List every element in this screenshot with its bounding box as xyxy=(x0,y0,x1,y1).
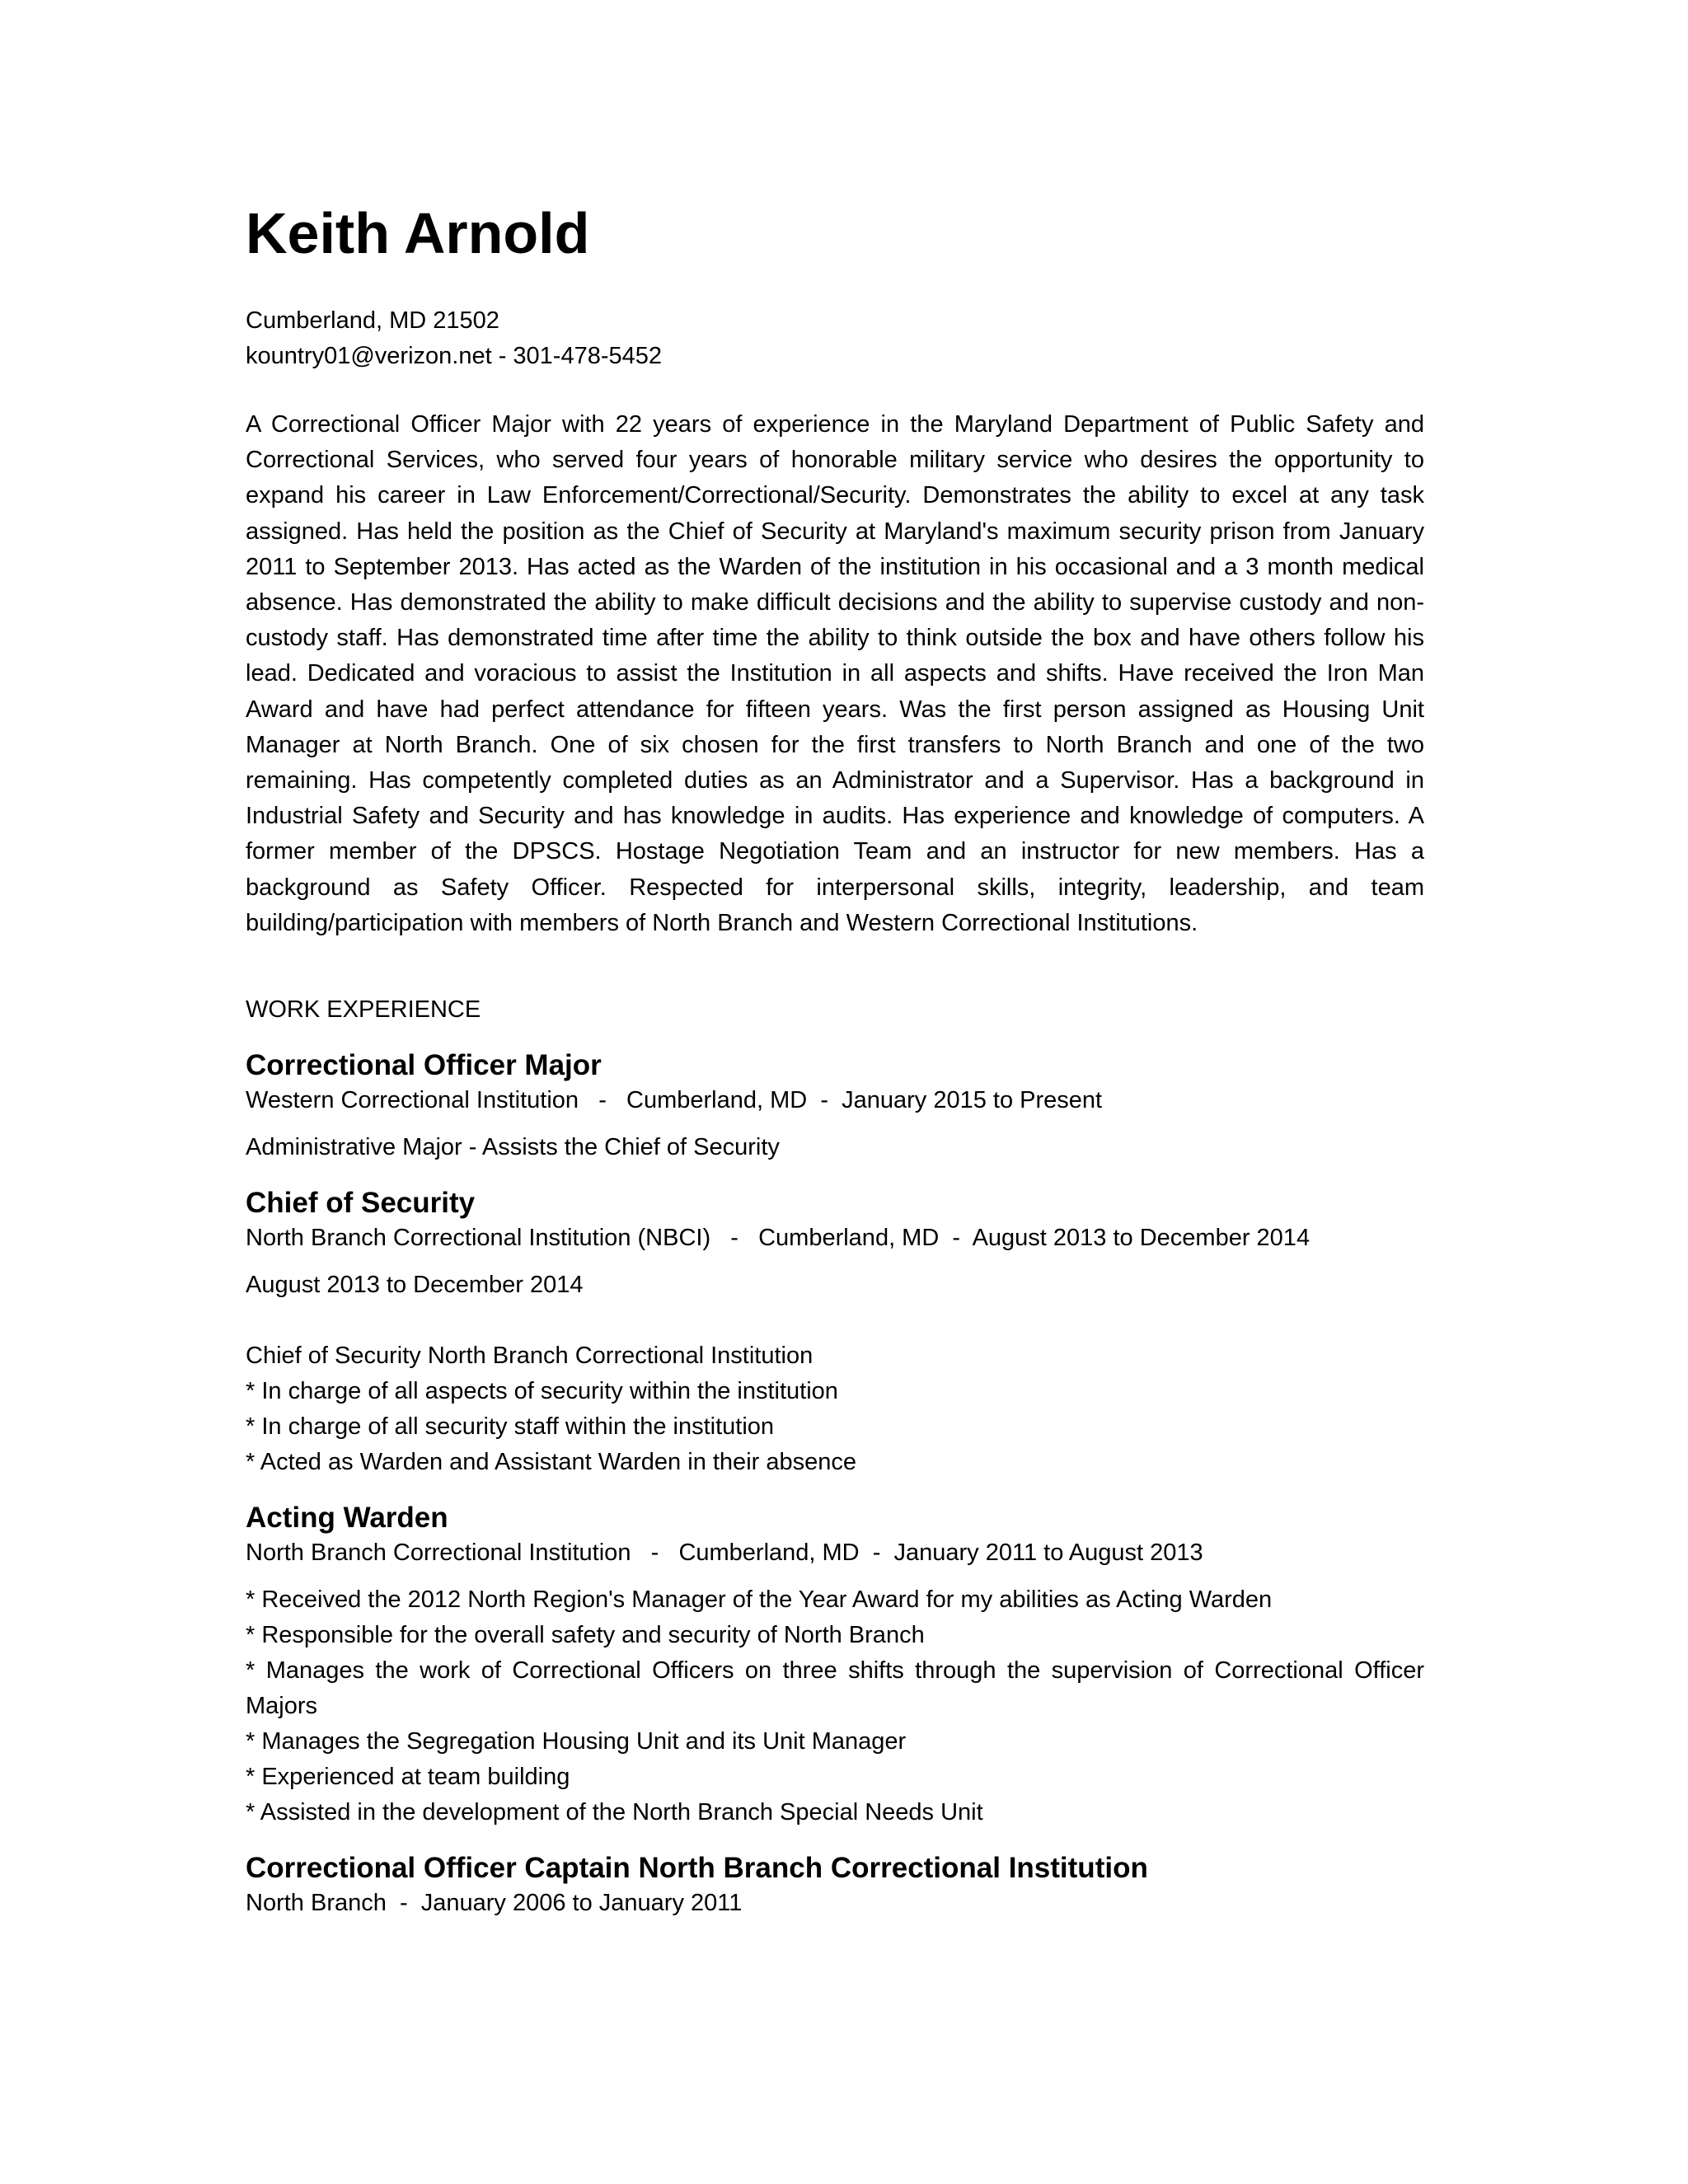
bullet-line: * Responsible for the overall safety and security of North Branch xyxy=(246,1622,925,1649)
job-meta: Western Correctional Institution - Cumberland, MD - January 2015 to Present xyxy=(246,1087,1103,1114)
job-meta: North Branch Correctional Institution - Cumberland, MD - January 2011 to August 2013 xyxy=(246,1540,1203,1567)
bullet-line: * In charge of all aspects of security within the institution xyxy=(246,1378,838,1405)
job-description xyxy=(246,1268,1424,1480)
job-entry xyxy=(246,1850,1424,1921)
job-title: Chief of Security xyxy=(246,1187,476,1220)
job-entry xyxy=(246,1047,1424,1165)
location-text: Cumberland, MD 21502 xyxy=(246,307,499,334)
bullet-line: * Experienced at team building xyxy=(246,1764,570,1791)
description-line: August 2013 to December 2014 xyxy=(246,1272,584,1299)
job-description xyxy=(246,1130,1424,1165)
bullet-line: * Acted as Warden and Assistant Warden in their absence xyxy=(246,1449,856,1476)
resume-content xyxy=(246,196,1424,1921)
job-title: Correctional Officer Major xyxy=(246,1049,602,1082)
description-line: Administrative Major - Assists the Chief of Security xyxy=(246,1134,780,1161)
job-entry xyxy=(246,1500,1424,1830)
job-meta: North Branch Correctional Institution (NBCI) - Cumberland, MD - August 2013 to December 2014 xyxy=(246,1225,1311,1252)
email-phone-text: kountry01@verizon.net - 301-478-5452 xyxy=(246,343,663,369)
bullet-line: * In charge of all security staff within the institution xyxy=(246,1413,775,1441)
job-entry xyxy=(246,1185,1424,1480)
contact-block xyxy=(246,303,1424,374)
blank-line xyxy=(246,1303,1424,1338)
candidate-name: Keith Arnold xyxy=(246,201,590,265)
bullet-line: * Manages the work of Correctional Officers on three shifts through the supervision of Correctional Officer Majors xyxy=(246,1657,1424,1720)
bullet-line: * Assisted in the development of the North Branch Special Needs Unit xyxy=(246,1799,983,1826)
job-title: Correctional Officer Captain North Branch Correctional Institution xyxy=(246,1852,1148,1885)
professional-summary: A Correctional Officer Major with 22 years of experience in the Maryland Department of Public Safety and Correctional Services, who served four years of honorable military service who desires the opportunity to expand his career in Law Enforcement/Correctional/Security. Demonstrates the ability to excel at any task assigned. Has held the position as the Chief of Security at Maryland's maximum security prison from January 2011 to September 2013. Has acted as the Warden of the institution in his occasional and a 3 month medical absence. Has demonstrated the ability to make difficult decisions and the ability to supervise custody and non-custody staff. Has demonstrated time after time the ability to think outside the box and have others follow his lead. Dedicated and voracious to assist the Institution in all aspects and shifts. Have received the Iron Man Award and have had perfect attendance for fifteen years. Was the first person assigned as Housing Unit Manager at North Branch. One of six chosen for the first transfers to North Branch and one of the two remaining. Has competently completed duties as an Administrator and a Supervisor. Has a background in Industrial Safety and Security and has knowledge in audits. Has experience and knowledge of computers. A former member of the DPSCS. Hostage Negotiation Team and an instructor for new members. Has a background as Safety Officer. Respected for interpersonal skills, integrity, leadership, and team building/participation with members of North Branch and Western Correctional Institutions. xyxy=(246,411,1424,936)
job-description xyxy=(246,1582,1424,1830)
description-line: Chief of Security North Branch Correctional Institution xyxy=(246,1343,814,1370)
work-experience-heading: WORK EXPERIENCE xyxy=(246,996,481,1024)
bullet-line: * Manages the Segregation Housing Unit and its Unit Manager xyxy=(246,1728,907,1755)
job-meta: North Branch - January 2006 to January 2011 xyxy=(246,1890,743,1917)
job-title: Acting Warden xyxy=(246,1502,448,1535)
bullet-line: * Received the 2012 North Region's Manager of the Year Award for my abilities as Acting Warden xyxy=(246,1586,1273,1614)
